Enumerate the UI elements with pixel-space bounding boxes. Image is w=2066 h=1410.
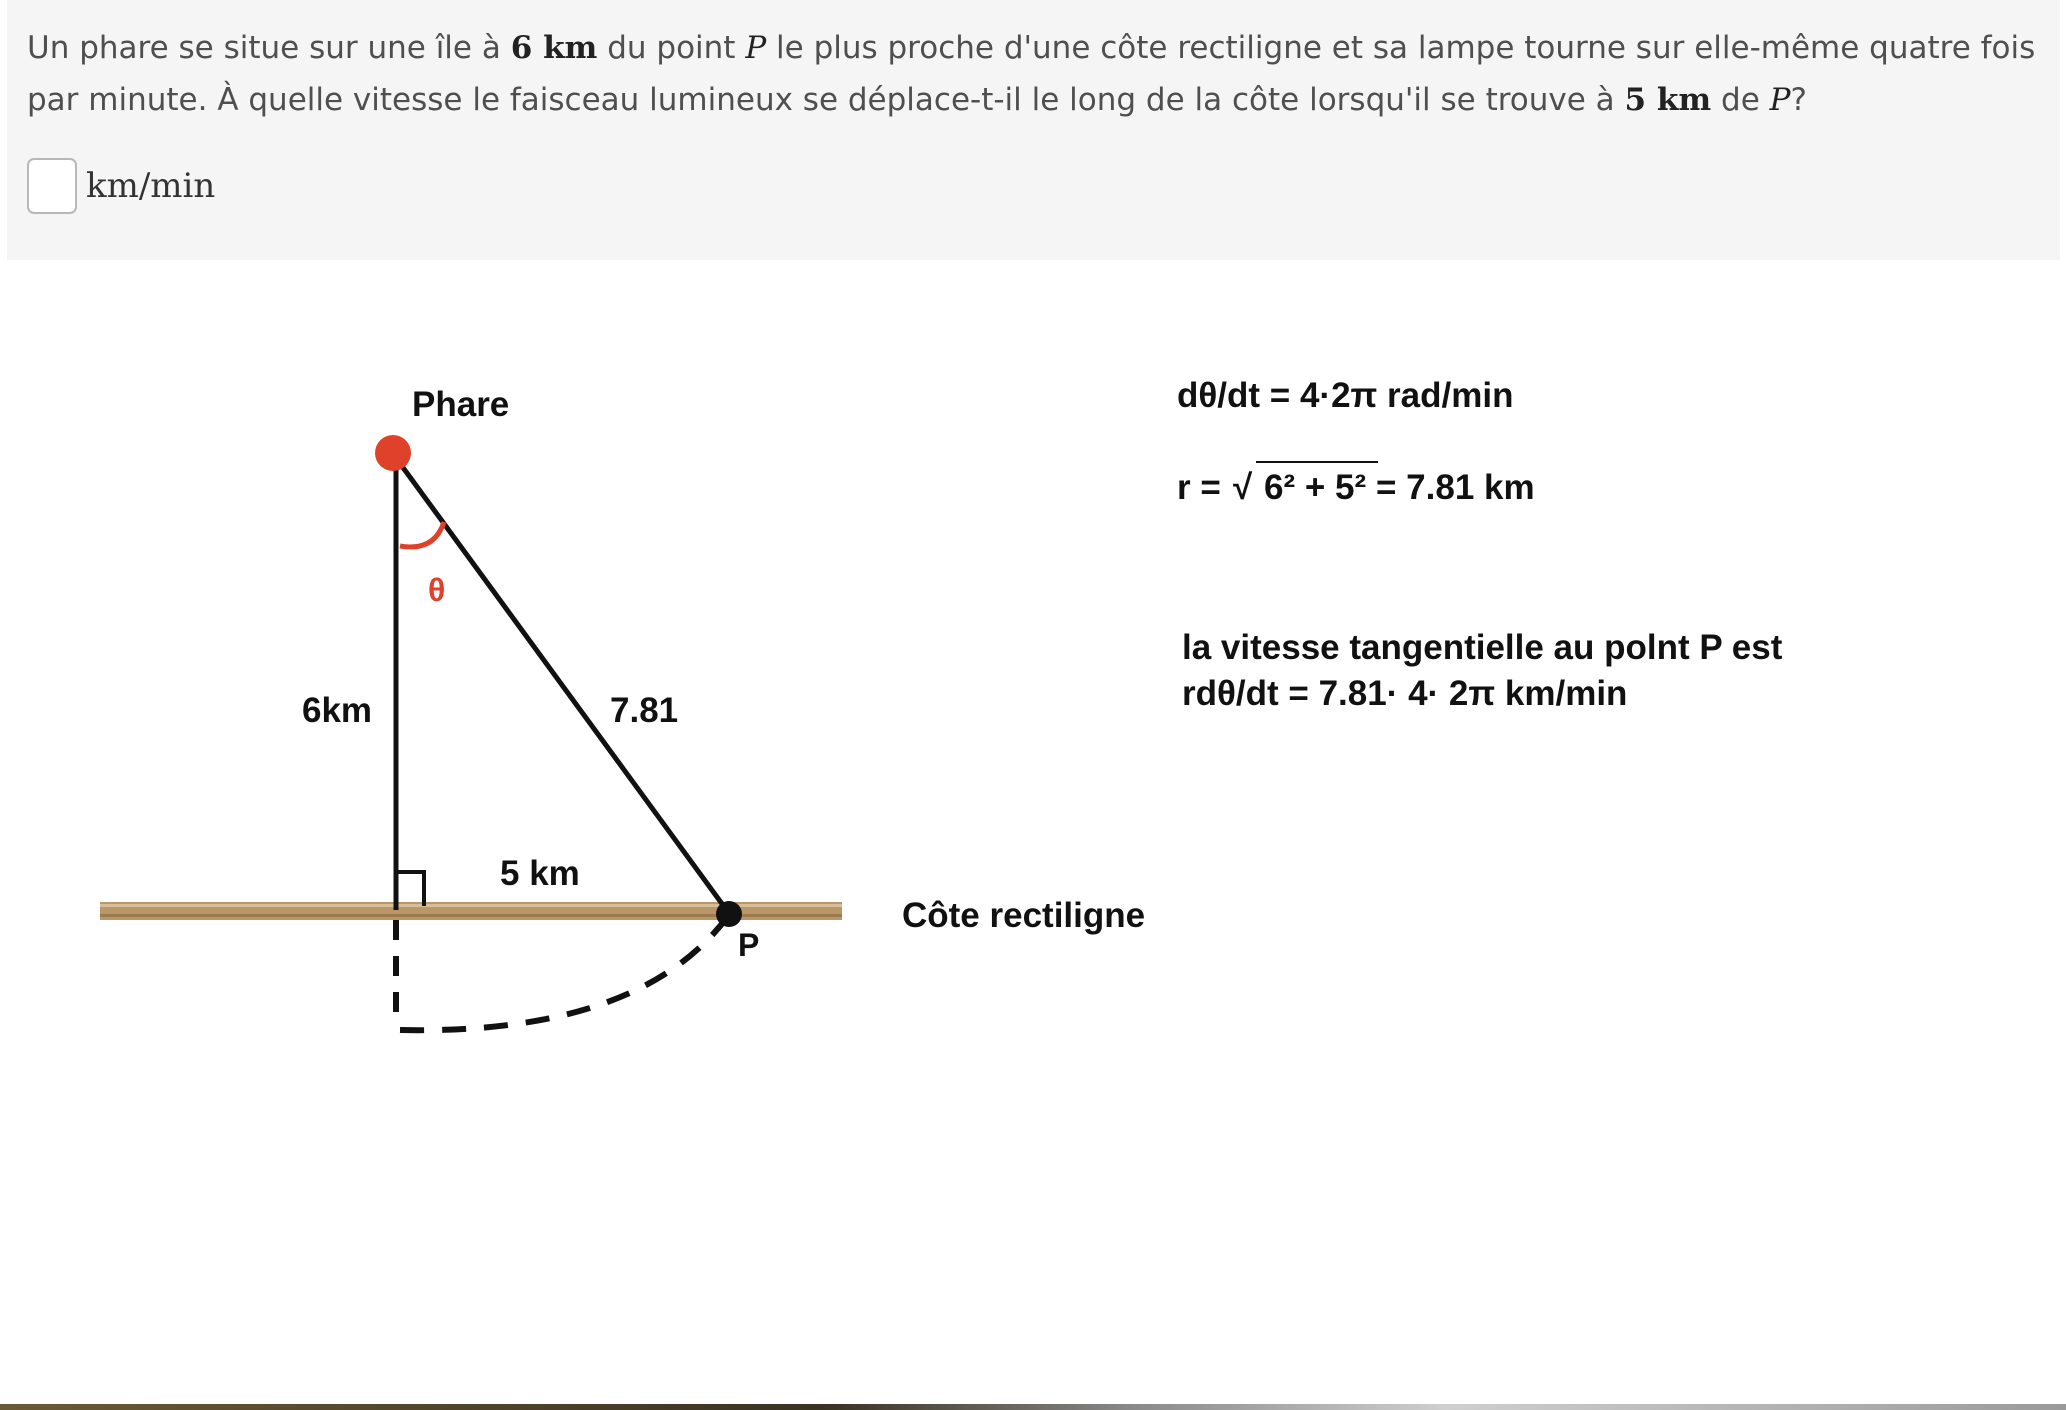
radius-suffix: = 7.81 km bbox=[1376, 468, 1535, 507]
tangential-note-line2: rdθ/dt = 7.81· 4· 2π km/min bbox=[1182, 674, 1628, 713]
coast-label: Côte rectiligne bbox=[902, 896, 1146, 935]
distance-p-value: 5 km bbox=[1624, 82, 1712, 118]
point-p-symbol: P bbox=[745, 30, 767, 66]
answer-row bbox=[27, 155, 215, 217]
radius-note bbox=[1177, 462, 1535, 507]
question-panel bbox=[7, 0, 2060, 260]
question-text bbox=[27, 22, 2037, 126]
question-text-part: ? bbox=[1790, 82, 1807, 118]
lighthouse-marker bbox=[375, 435, 411, 471]
answer-unit-label: km/min bbox=[86, 166, 216, 206]
bottom-edge-strip bbox=[0, 1404, 2066, 1410]
radius-prefix: r = bbox=[1177, 468, 1221, 507]
point-p-marker bbox=[716, 901, 742, 927]
dashed-arc bbox=[400, 916, 728, 1030]
point-p-symbol: P bbox=[1769, 82, 1791, 118]
sqrt-sign: √ bbox=[1233, 468, 1253, 507]
question-text-part: le plus proche d'une côte rectiligne et sa lampe tourne sur elle-même quatre fois par minute. À quelle vitesse le faisceau lumineux se déplace-t-il le long de la côte lorsqu'il se trouve à bbox=[27, 30, 2036, 118]
angular-rate-note: dθ/dt = 4·2π rad/min bbox=[1177, 376, 1514, 415]
right-angle-marker bbox=[396, 872, 424, 906]
point-p-label: P bbox=[738, 927, 760, 963]
lighthouse-diagram bbox=[0, 270, 2066, 1070]
question-text-part: du point bbox=[597, 30, 746, 66]
tangential-note-line1: la vitesse tangentielle au polnt P est bbox=[1182, 628, 1783, 667]
hypotenuse-line bbox=[396, 458, 728, 912]
theta-arc bbox=[400, 522, 444, 547]
question-text-part: de bbox=[1711, 82, 1770, 118]
vertical-distance-label: 6km bbox=[302, 691, 373, 730]
base-distance-label: 5 km bbox=[500, 854, 580, 893]
radius-radicand: 6² + 5² bbox=[1264, 468, 1367, 507]
question-text-part: Un phare se situe sur une île à bbox=[27, 30, 511, 66]
lighthouse-label: Phare bbox=[412, 385, 510, 424]
distance-island-value: 6 km bbox=[510, 30, 598, 66]
hypotenuse-label: 7.81 bbox=[610, 691, 679, 730]
theta-label: θ bbox=[428, 572, 446, 608]
answer-input[interactable] bbox=[27, 158, 77, 214]
